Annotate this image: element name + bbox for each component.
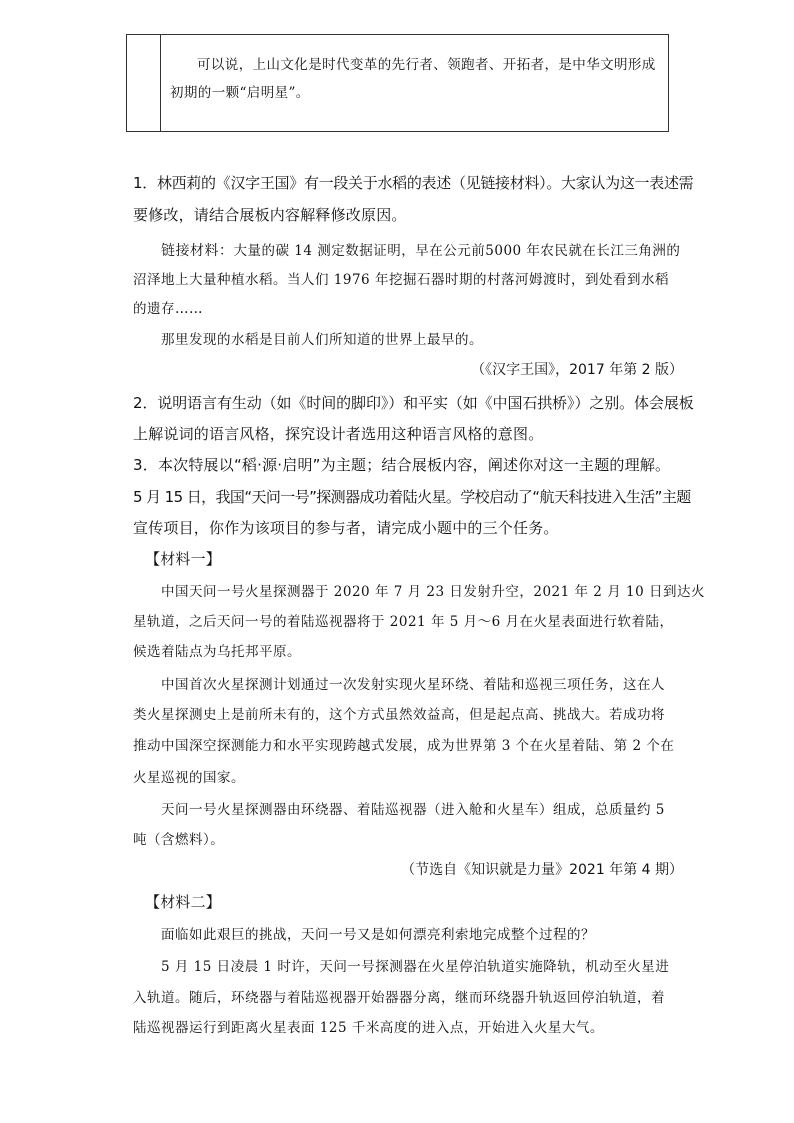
question-3-line-1: 3．本次特展以“稻·源·启明”为主题；结合展板内容，阐述你对这一主题的理解。 [133, 456, 671, 474]
material-2-heading: 【材料二】 [145, 893, 222, 911]
material-2-p2-line-2: 入轨道。随后，环绕器与着陆巡视器开始器器分离，继而环绕器升轨返回停泊轨道，着 [133, 990, 665, 1006]
table-cell-text: 可以说，上山文化是时代变革的先行者、领跑者、开拓者，是中华文明形成初期的一颗“启明星”。 [170, 57, 656, 101]
link-material-line-1 [161, 239, 680, 260]
link-material-label: 链接材料： [161, 243, 234, 259]
link-material-line-4: 那里发现的水稻是目前人们所知道的世界上最早的。 [161, 332, 483, 348]
link-material-text-1: 大量的碳 14 测定数据证明，早在公元前5000 年农民就在长江三角洲的 [233, 243, 681, 259]
material-1-p1-line-2: 星轨道，之后天问一号的着陆巡视器将于 2021 年 5 月～6 月在火星表面进行软着陆， [133, 614, 674, 630]
material-1-p1-line-1: 中国天问一号火星探测器于 2020 年 7 月 23 日发射升空，2021 年 2 月 10 日到达火 [161, 584, 705, 600]
material-1-p2-line-2: 类火星探测史上是前所未有的，这个方式虽然效益高，但是起点高、挑战大。若成功将 [133, 707, 665, 723]
material-1-heading: 【材料一】 [145, 550, 222, 568]
question-1-line-1: 1．林西莉的《汉字王国》有一段关于水稻的表述（见链接材料）。大家认为这一表述需 [133, 174, 694, 192]
material-1-p1-line-3: 候选着陆点为乌托邦平原。 [133, 644, 301, 660]
material-table-fragment [126, 34, 669, 132]
intro-line-1: 5 月 15 日，我国“天问一号”探测器成功着陆火星。学校启动了“航天科技进入生活”主题 [133, 488, 691, 506]
material-2-p2-line-3: 陆巡视器运行到距离火星表面 125 千米高度的进入点，开始进入火星大气。 [133, 1020, 604, 1036]
material-1-p2-line-4: 火星巡视的国家。 [133, 770, 245, 786]
question-2-line-1: 2．说明语言有生动（如《时间的脚印》）和平实（如《中国石拱桥》）之别。体会展板 [133, 394, 694, 412]
link-material-line-2: 沼泽地上大量种植水稻。当人们 1976 年挖掘石器时期的村落河姆渡时，到处看到水稻 [133, 272, 669, 288]
material-1-p3-line-2: 吨（含燃料）。 [133, 832, 225, 848]
material-2-p1-line-1: 面临如此艰巨的挑战，天问一号又是如何漂亮利索地完成整个过程的？ [161, 927, 595, 943]
material-1-source: （节选自《知识就是力量》2021 年第 4 期） [401, 862, 683, 878]
material-1-p2-line-3: 推动中国深空探测能力和水平实现跨越式发展，成为世界第 3 个在火星着陆、第 2 个在 [133, 738, 675, 754]
intro-line-2: 宣传项目，你作为该项目的参与者，请完成小题中的三个任务。 [133, 519, 559, 537]
table-column-divider [160, 35, 161, 131]
material-1-p3-line-1: 天问一号火星探测器由环绕器、着陆巡视器（进入舱和火星车）组成，总质量约 5 [161, 802, 665, 818]
question-1-line-2: 要修改，请结合展板内容解释修改原因。 [133, 206, 407, 224]
link-material-source: （《汉字王国》，2017 年第 2 版） [471, 362, 683, 378]
material-1-p2-line-1: 中国首次火星探测计划通过一次发射实现火星环绕、着陆和巡视三项任务，这在人 [161, 677, 665, 693]
question-2-line-2: 上解说词的语言风格，探究设计者选用这种语言风格的意图。 [133, 425, 544, 443]
link-material-line-3: 的遗存…… [133, 301, 203, 317]
material-2-p2-line-1: 5 月 15 日凌晨 1 时许，天问一号探测器在火星停泊轨道实施降轨，机动至火星进 [161, 959, 670, 975]
